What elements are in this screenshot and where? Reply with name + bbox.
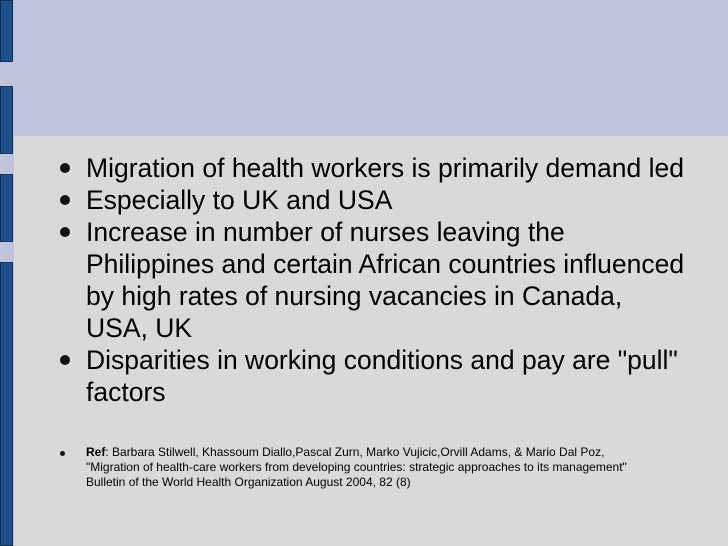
- reference-authors: : Barbara Stilwell, Khassoum Diallo,Pascal Zurn, Marko Vujicic,Orvill Adams, & Mario Dal Poz,: [105, 445, 605, 459]
- bullet-item: [48, 216, 688, 344]
- reference-label: Ref: [86, 445, 106, 459]
- bullet-list: [48, 152, 688, 408]
- bullet-item: [48, 184, 688, 216]
- bullet-text: Especially to UK and USA: [86, 185, 393, 215]
- left-accent-bar: [0, 262, 13, 546]
- bullet-icon: [60, 227, 70, 237]
- bullet-text: Increase in number of nurses leaving the Philippines and certain African countries influenced by high rates of nursing vacancies in Canada, USA, UK: [86, 217, 685, 343]
- left-accent-bar: [0, 174, 13, 242]
- bullet-icon: [60, 163, 70, 173]
- reference-line-2: "Migration of health-care workers from developing countries: strategic approaches to its management": [86, 460, 627, 474]
- bullet-icon: [60, 355, 70, 365]
- reference-item: [48, 445, 728, 490]
- left-accent-bar: [0, 86, 13, 154]
- bullet-item: [48, 152, 688, 184]
- bullet-icon: [60, 195, 70, 205]
- bullet-text: Migration of health workers is primarily demand led: [86, 153, 684, 183]
- reference-line-3: Bulletin of the World Health Organization August 2004, 82 (8): [86, 475, 411, 489]
- reference-line-1: [86, 445, 728, 460]
- bullet-icon: [60, 451, 65, 456]
- bullet-item: [48, 344, 688, 408]
- left-accent-bar: [0, 0, 13, 62]
- bullet-text: Disparities in working conditions and pay are "pull" factors: [86, 345, 678, 407]
